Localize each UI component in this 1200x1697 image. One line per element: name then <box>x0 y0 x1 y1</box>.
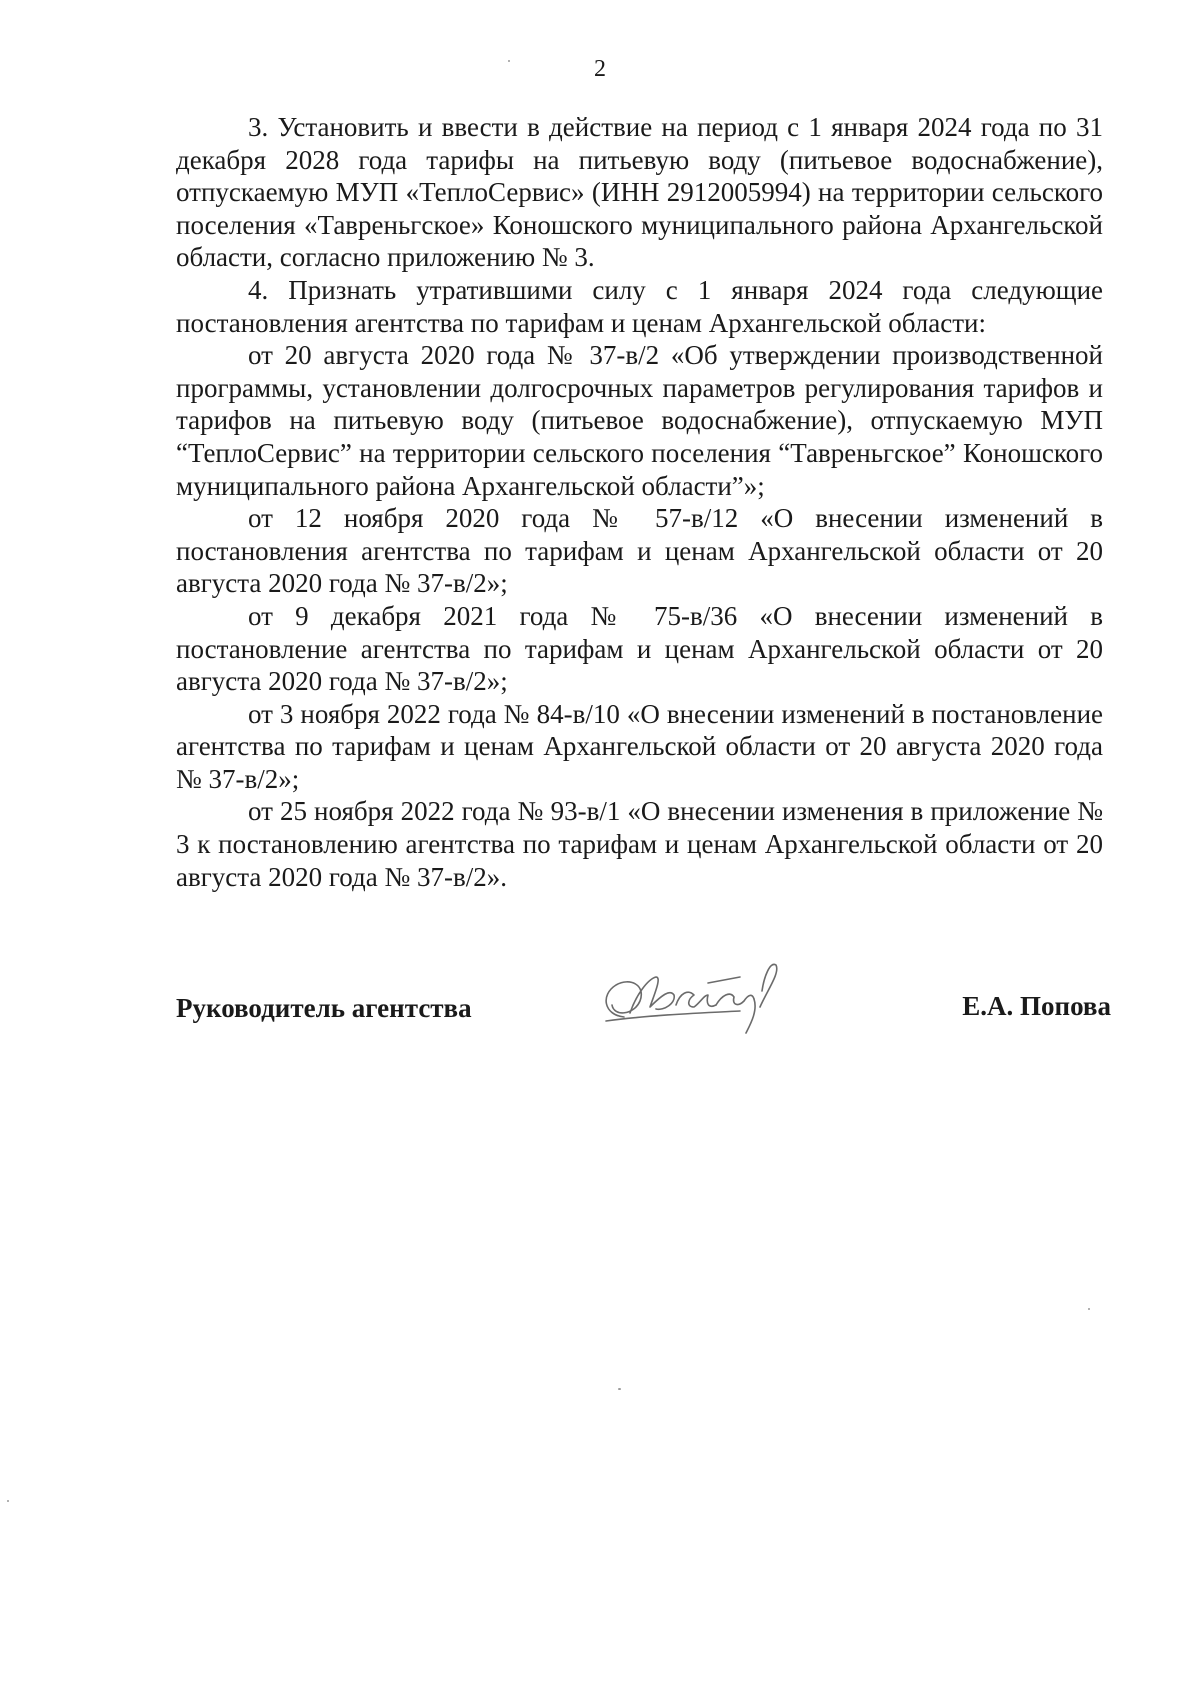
scan-speck <box>618 1388 621 1390</box>
scan-speck <box>1088 1308 1090 1310</box>
repealed-resolution-item: от 9 декабря 2021 года № 75-в/36 «О внесении изменений в постановление агентства по тарифам и ценам Архангельской области от 20 августа 2020 года № 37-в/2»; <box>176 600 1103 697</box>
signatory-title: Руководитель агентства <box>176 993 472 1023</box>
handwritten-signature-icon <box>590 955 790 1041</box>
paragraph-item-4: 4. Признать утратившими силу с 1 января 2024 года следующие постановления агентства по тарифам и ценам Архангельской области: <box>176 274 1103 338</box>
repealed-resolution-item: от 25 ноября 2022 года № 93-в/1 «О внесении изменения в приложение № 3 к постановлению агентства по тарифам и ценам Архангельской области от 20 августа 2020 года № 37-в/2». <box>176 796 1103 892</box>
scan-speck <box>7 1500 9 1502</box>
page-number: 2 <box>594 56 606 82</box>
paragraph-item-3: 3. Установить и ввести в действие на период с 1 января 2024 года по 31 декабря 2028 года тарифы на питьевую воду (питьевое водоснабжение), отпускаемую МУП «ТеплоСервис» (ИНН 2912005994) на территории сельского поселения «Тавреньгское» Коношского муниципального района Архангельской области, согласно приложению № 3. <box>176 112 1103 273</box>
repealed-resolution-item: от 3 ноября 2022 года № 84-в/10 «О внесении изменений в постановление агентства по тарифам и ценам Архангельской области от 20 августа 2020 года № 37-в/2»; <box>176 698 1103 794</box>
document-body <box>176 111 1103 893</box>
signatory-name: Е.А. Попова <box>962 991 1111 1021</box>
repealed-resolution-item: от 12 ноября 2020 года № 57-в/12 «О внесении изменений в постановления агентства по тарифам и ценам Архангельской области от 20 августа 2020 года № 37-в/2»; <box>176 503 1103 599</box>
scan-speck <box>508 60 510 62</box>
repealed-resolution-item: от 20 августа 2020 года № 37-в/2 «Об утверждении производственной программы, установлении долгосрочных параметров регулирования тарифов и тарифов на питьевую воду (питьевое водоснабжение), отпускаемую МУП “ТеплоСервис” на территории сельского поселения “Тавреньгское” Коношского муниципального района Архангельской области”»; <box>176 340 1103 501</box>
signature-block <box>176 955 1111 1045</box>
